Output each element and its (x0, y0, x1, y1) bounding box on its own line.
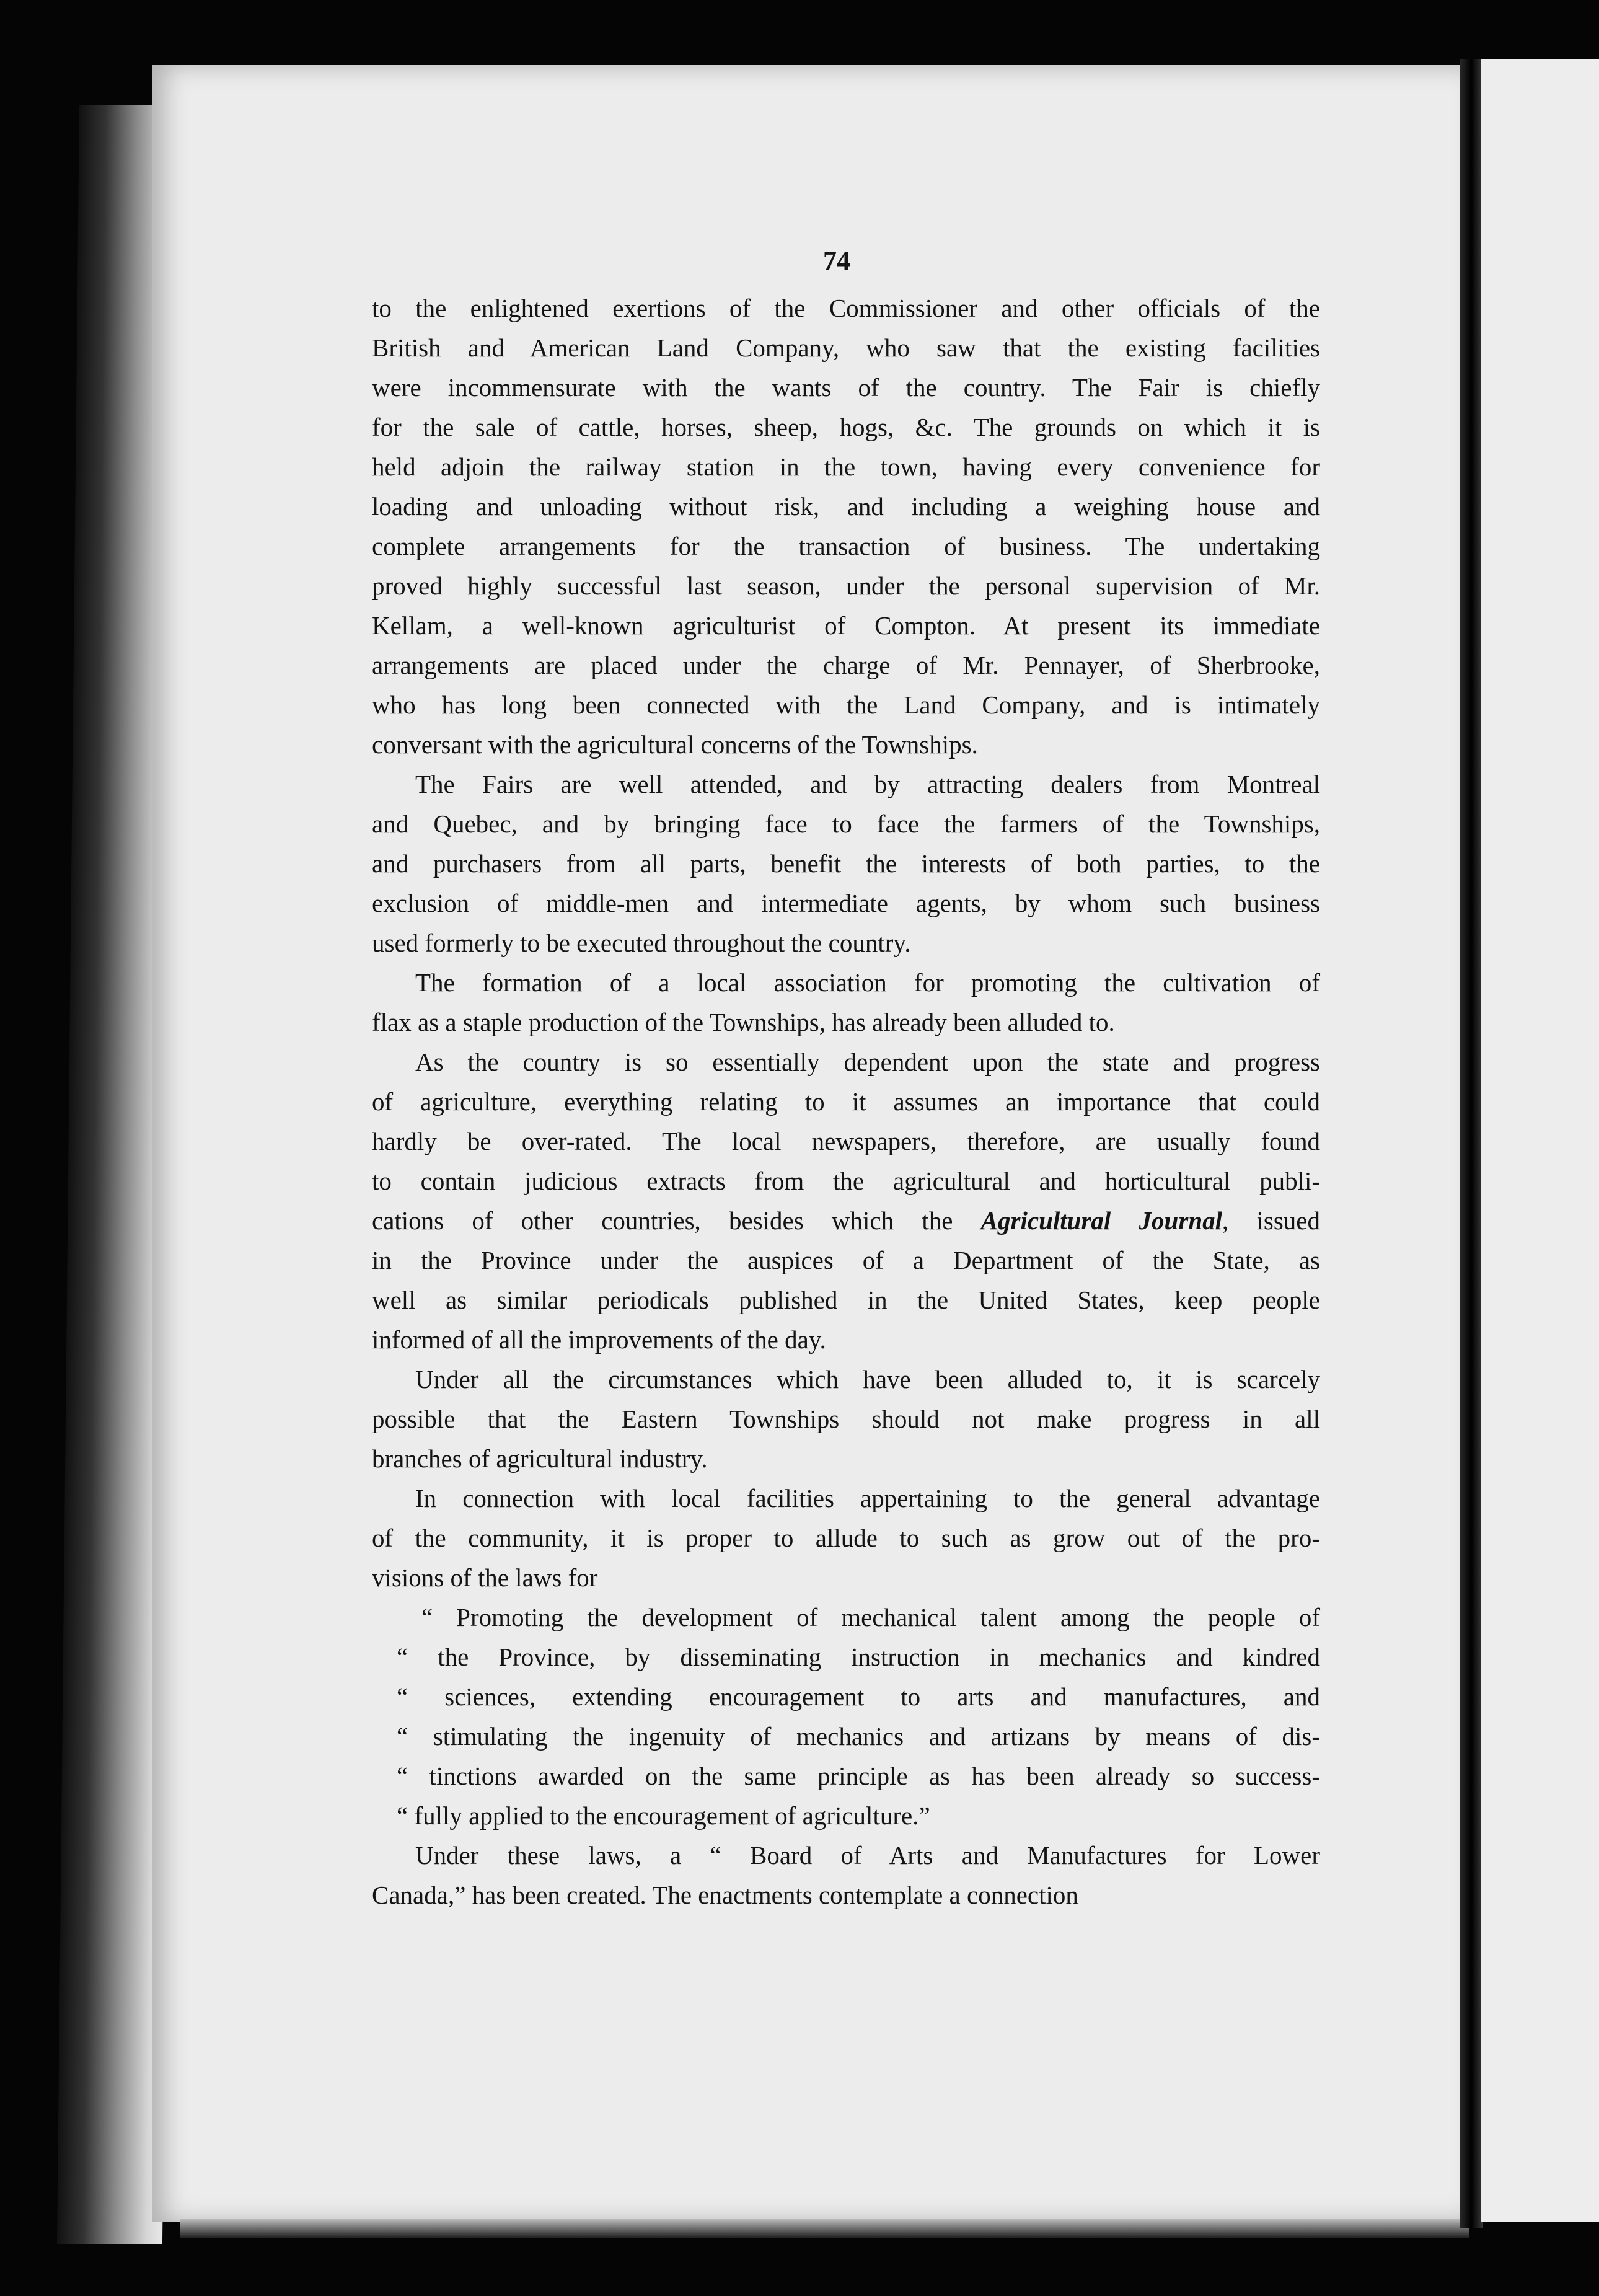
text-line: “ fully applied to the encouragement of agriculture.” (397, 1801, 930, 1830)
paragraph (372, 1042, 1320, 1359)
paragraph (372, 1359, 1320, 1478)
text-line: “ the Province, by disseminating instruction in mechanics and kindred (397, 1643, 1320, 1671)
text-line: As the country is so essentially dependent upon the state and progress (415, 1048, 1320, 1076)
body-text (372, 245, 1320, 1915)
paragraph (372, 1478, 1320, 1597)
paragraph (372, 764, 1320, 963)
text-line: Canada,” has been created. The enactments contemplate a connection (372, 1881, 1078, 1909)
paragraph (372, 963, 1320, 1042)
text-line: and purchasers from all parts, benefit the interests of both parties, to the (372, 849, 1320, 878)
text-line: branches of agricultural industry. (372, 1444, 708, 1473)
text-line: to contain judicious extracts from the agricultural and horticultural publi- (372, 1167, 1320, 1195)
text-line: The Fairs are well attended, and by attracting dealers from Montreal (415, 770, 1320, 798)
paragraph (372, 1597, 1320, 1835)
text-line: arrangements are placed under the charge of Mr. Pennayer, of Sherbrooke, (372, 651, 1320, 679)
italic-title: Agricultural Journal (980, 1206, 1223, 1235)
text-line: Under all the circumstances which have been alluded to, it is scarcely (415, 1365, 1320, 1393)
text-line: informed of all the improvements of the day. (372, 1325, 826, 1354)
text-line: cations of other countries, besides which the Agricultural Journal, issued (372, 1206, 1320, 1235)
page-number: 74 (823, 245, 850, 276)
text-line: hardly be over-rated. The local newspapers, therefore, are usually found (372, 1127, 1320, 1155)
text-line: held adjoin the railway station in the town, having every convenience for (372, 453, 1320, 481)
text-line: flax as a staple production of the Townships, has already been alluded to. (372, 1008, 1115, 1036)
text-line: for the sale of cattle, horses, sheep, hogs, &c. The grounds on which it is (372, 413, 1320, 441)
paragraph (372, 1835, 1320, 1915)
text-line: of the community, it is proper to allude to such as grow out of the pro- (372, 1524, 1320, 1552)
text-line: “ stimulating the ingenuity of mechanics and artizans by means of dis- (397, 1722, 1320, 1751)
text-line: “ sciences, extending encouragement to arts and manufactures, and (397, 1682, 1320, 1711)
text-line: and Quebec, and by bringing face to face the farmers of the Townships, (372, 810, 1320, 838)
text-line: visions of the laws for (372, 1563, 598, 1592)
text-line: British and American Land Company, who saw that the existing facilities (372, 333, 1320, 362)
text-line: “ tinctions awarded on the same principle as has been already so success- (397, 1762, 1320, 1790)
text-line: to the enlightened exertions of the Commissioner and other officials of the (372, 294, 1320, 322)
page-bottom-edge (180, 2219, 1469, 2238)
text-line: In connection with local facilities appertaining to the general advantage (415, 1484, 1320, 1512)
text-line: possible that the Eastern Townships should not make progress in all (372, 1405, 1320, 1433)
paragraph (372, 288, 1320, 764)
text-line: conversant with the agricultural concerns of the Townships. (372, 730, 978, 759)
text-line: who has long been connected with the Land Company, and is intimately (372, 691, 1320, 719)
text-line: “ Promoting the development of mechanical talent among the people of (421, 1603, 1320, 1631)
text-line: well as similar periodicals published in the United States, keep people (372, 1286, 1320, 1314)
text-line: complete arrangements for the transaction of business. The undertaking (372, 532, 1320, 560)
text-line: were incommensurate with the wants of the country. The Fair is chiefly (372, 373, 1320, 402)
text-line: Under these laws, a “ Board of Arts and Manufactures for Lower (415, 1841, 1320, 1870)
text-line: used formerly to be executed throughout the country. (372, 929, 911, 957)
text-line: of agriculture, everything relating to it assumes an importance that could (372, 1087, 1320, 1116)
facing-page-edge (1481, 59, 1599, 2222)
text-line: The formation of a local association for promoting the cultivation of (415, 968, 1320, 997)
text-line: loading and unloading without risk, and including a weighing house and (372, 492, 1320, 521)
book-gutter (1460, 59, 1483, 2228)
text-line: exclusion of middle-men and intermediate agents, by whom such business (372, 889, 1320, 917)
text-line: proved highly successful last season, under the personal supervision of Mr. (372, 572, 1320, 600)
text-line: in the Province under the auspices of a Department of the State, as (372, 1246, 1320, 1274)
text-line: Kellam, a well-known agriculturist of Compton. At present its immediate (372, 611, 1320, 640)
